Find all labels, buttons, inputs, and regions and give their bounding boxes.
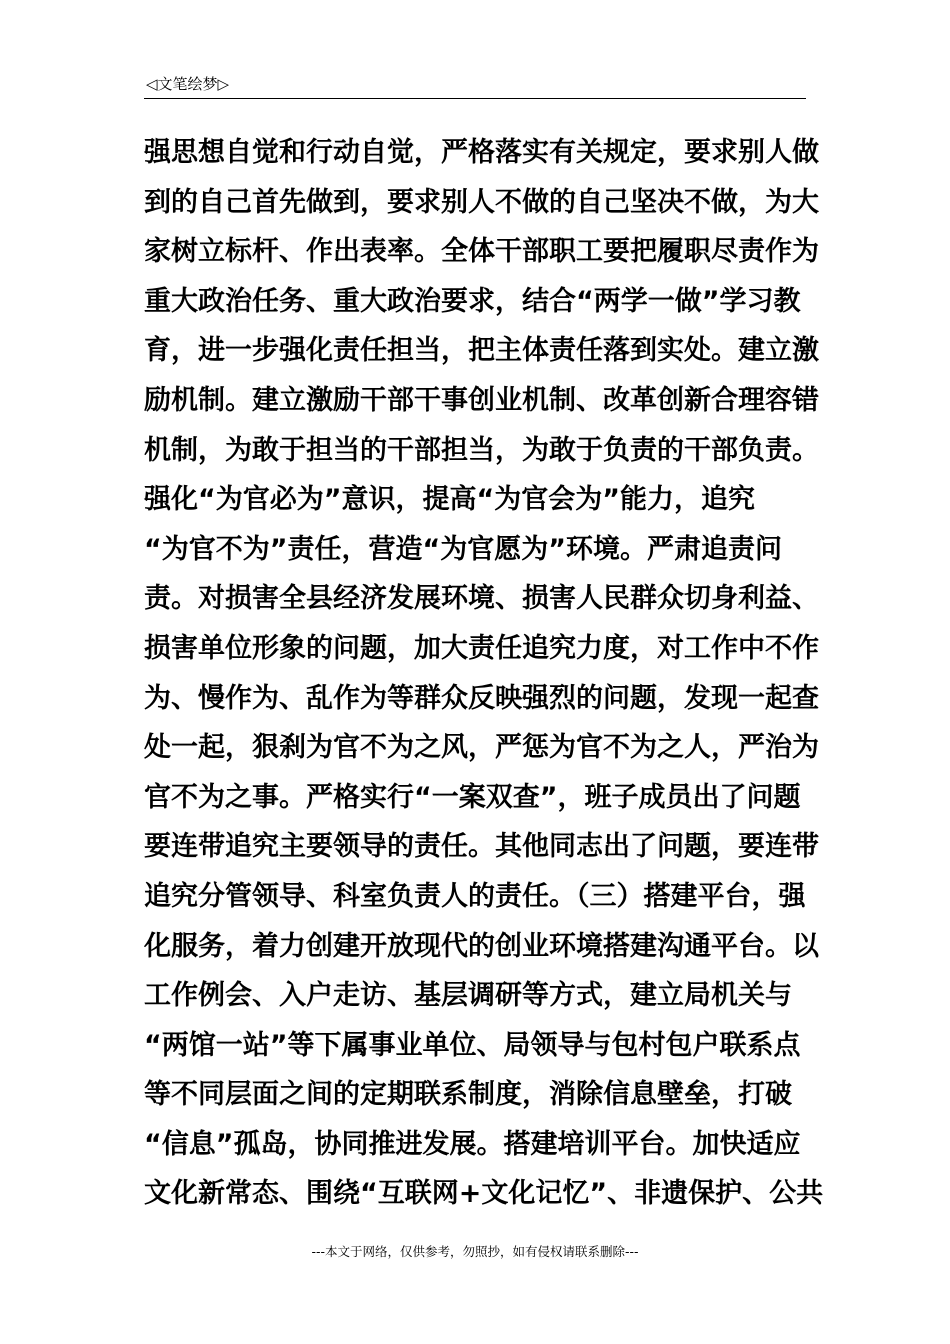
text-line: 损害单位形象的问题，加大责任追究力度，对工作中不作 bbox=[144, 632, 819, 664]
text-line: 为、慢作为、乱作为等群众反映强烈的问题，发现一起查 bbox=[144, 682, 819, 714]
text-line: 机制，为敢于担当的干部担当，为敢于负责的干部负责。 bbox=[144, 434, 819, 466]
body-text bbox=[144, 128, 824, 1219]
text-line: 家树立标杆、作出表率。全体干部职工要把履职尽责作为 bbox=[144, 236, 819, 268]
text-line: 等不同层面之间的定期联系制度，消除信息壁垒，打破 bbox=[144, 1079, 792, 1111]
text-line: “为官不为”责任，营造“为官愿为”环境。严肃追责问 bbox=[144, 533, 782, 565]
text-line: 追究分管领导、科室负责人的责任。（三）搭建平台，强 bbox=[144, 880, 806, 912]
text-line: 要连带追究主要领导的责任。其他同志出了问题，要连带 bbox=[144, 831, 819, 863]
page-header bbox=[144, 72, 806, 99]
text-line: 强思想自觉和行动自觉，严格落实有关规定，要求别人做 bbox=[144, 137, 819, 168]
text-line: 强化“为官必为”意识，提高“为官会为”能力，追究 bbox=[144, 484, 755, 516]
text-line: 责。对损害全县经济发展环境、损害人民群众切身利益、 bbox=[144, 583, 819, 615]
text-line: 工作例会、入户走访、基层调研等方式，建立局机关与 bbox=[144, 980, 792, 1012]
text-line: 官不为之事。严格实行“一案双查”，班子成员出了问题 bbox=[144, 781, 801, 813]
text-line: “两馆一站”等下属事业单位、局领导与包村包户联系点 bbox=[144, 1029, 801, 1061]
header-title: ◁文笔绘梦▷ bbox=[146, 75, 230, 93]
text-line: 励机制。建立激励干部干事创业机制、改革创新合理容错 bbox=[144, 384, 819, 416]
text-line: 文化新常态、围绕“互联网+文化记忆”、非遗保护、公共 bbox=[144, 1178, 824, 1210]
text-line: 重大政治任务、重大政治要求，结合“两学一做”学习教 bbox=[144, 285, 801, 317]
text-line: 育，进一步强化责任担当，把主体责任落到实处。建立激 bbox=[144, 335, 819, 367]
text-line: “信息”孤岛，协同推进发展。搭建培训平台。加快适应 bbox=[144, 1128, 801, 1160]
text-line: 到的自己首先做到，要求别人不做的自己坚决不做，为大 bbox=[144, 186, 819, 218]
text-line: 处一起，狠刹为官不为之风，严惩为官不为之人，严治为 bbox=[144, 732, 819, 764]
page-footer: ---本文于网络，仅供参考，勿照抄，如有侵权请联系删除--- bbox=[311, 1244, 639, 1259]
text-line: 化服务，着力创建开放现代的创业环境搭建沟通平台。以 bbox=[144, 930, 819, 962]
